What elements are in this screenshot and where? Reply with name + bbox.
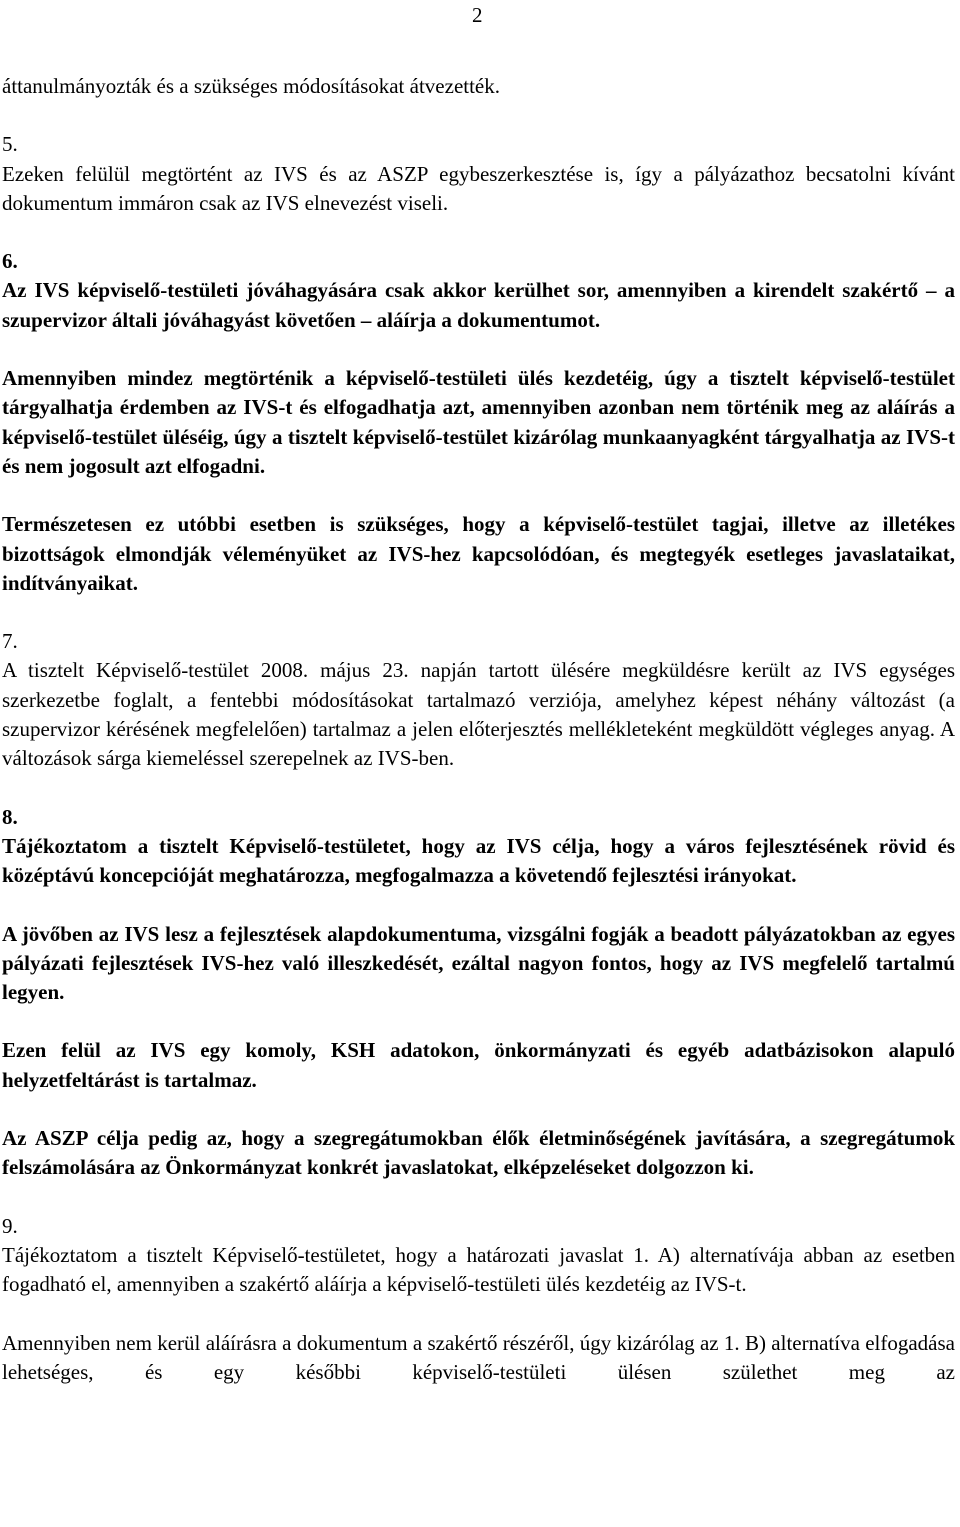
paragraph-1: áttanulmányozták és a szükséges módosításokat átvezették. bbox=[2, 74, 501, 98]
paragraph-8c: Ezen felül az IVS egy komoly, KSH adatokon, önkormányzati és egyéb adatbázisokon alapuló helyzetfeltárást is tartalmaz. bbox=[2, 1038, 955, 1092]
paragraph-7: A tisztelt Képviselő-testület 2008. május 23. napján tartott ülésére megküldésre került az IVS egységes szerkezetbe foglalt, a fentebbi módosításokat tartalmazó verziója, amelyhez képest néhány változást (a szupervizor kérésének megfelelően) tartalmaz a jelen előterjesztés mellékleteként megküldött végleges anyag. A változások sárga kiemeléssel szerepelnek az IVS-ben. bbox=[2, 658, 955, 771]
paragraph-9a: Tájékoztatom a tisztelt Képviselő-testületet, hogy a határozati javaslat 1. A) alternatívája abban az esetben fogadható el, amennyiben a szakértő aláírja a képviselő-testületi ülés kezdetéig az IVS-t. bbox=[2, 1242, 955, 1297]
document-body bbox=[2, 72, 955, 1387]
paragraph-8b: A jövőben az IVS lesz a fejlesztések alapdokumentuma, vizsgálni fogják a beadott pályázatokban az egyes pályázati fejlesztések IVS-hez való illeszkedését, ezáltal nagyon fontos, hogy az IVS megfelelő tartalmú legyen. bbox=[2, 921, 955, 1005]
paragraph-8d: Az ASZP célja pedig az, hogy a szegregátumokban élők életminőségének javítására, a szegregátumok felszámolására az Önkormányzat konkrét javaslatokat, elképzeléseket dolgozzon ki. bbox=[2, 1126, 955, 1180]
paragraph-5: Ezeken felülül megtörtént az IVS és az ASZP egybeszerkesztése is, így a pályázathoz becsatolni kívánt dokumentum immáron csak az IVS elnevezést viseli. bbox=[2, 161, 955, 215]
paragraph-6a: Az IVS képviselő-testületi jóváhagyására csak akkor kerülhet sor, amennyiben a kirendelt szakértő – a szupervizor általi jóváhagyást követően – aláírja a dokumentumot. bbox=[2, 278, 955, 332]
paragraph-8a: Tájékoztatom a tisztelt Képviselő-testületet, hogy az IVS célja, hogy a város fejlesztésének rövid és középtávú koncepcióját meghatározza, megfogalmazza a követendő fejlesztési irányokat. bbox=[2, 833, 955, 888]
section-heading-7: 7. bbox=[2, 629, 18, 654]
paragraph-9b: Amennyiben nem kerül aláírásra a dokumentum a szakértő részéről, úgy kizárólag az 1. B) alternatíva elfogadása lehetséges, és egy későbbi képviselő-testületi ülésen születhet meg az bbox=[2, 1330, 955, 1384]
page-number: 2 bbox=[472, 3, 483, 27]
section-heading-9: 9. bbox=[2, 1213, 18, 1238]
section-heading-6: 6. bbox=[2, 249, 18, 274]
section-heading-5: 5. bbox=[2, 132, 18, 157]
section-heading-8: 8. bbox=[2, 804, 18, 829]
paragraph-6b: Amennyiben mindez megtörténik a képviselő-testületi ülés kezdetéig, úgy a tisztelt képviselő-testület tárgyalhatja érdemben az IVS-t és elfogadhatja azt, amennyiben azonban nem történik meg az aláírás a képviselő-testület üléséig, úgy a tisztelt képviselő-testület kizárólag munkaanyagként tárgyalhatja az IVS-t és nem jogosult azt elfogadni. bbox=[2, 366, 955, 478]
paragraph-6c: Természetesen ez utóbbi esetben is szükséges, hogy a képviselő-testület tagjai, illetve az illetékes bizottságok elmondják véleményüket az IVS-hez kapcsolódóan, és megtegyék esetleges javaslataikat, indítványaikat. bbox=[2, 512, 955, 595]
